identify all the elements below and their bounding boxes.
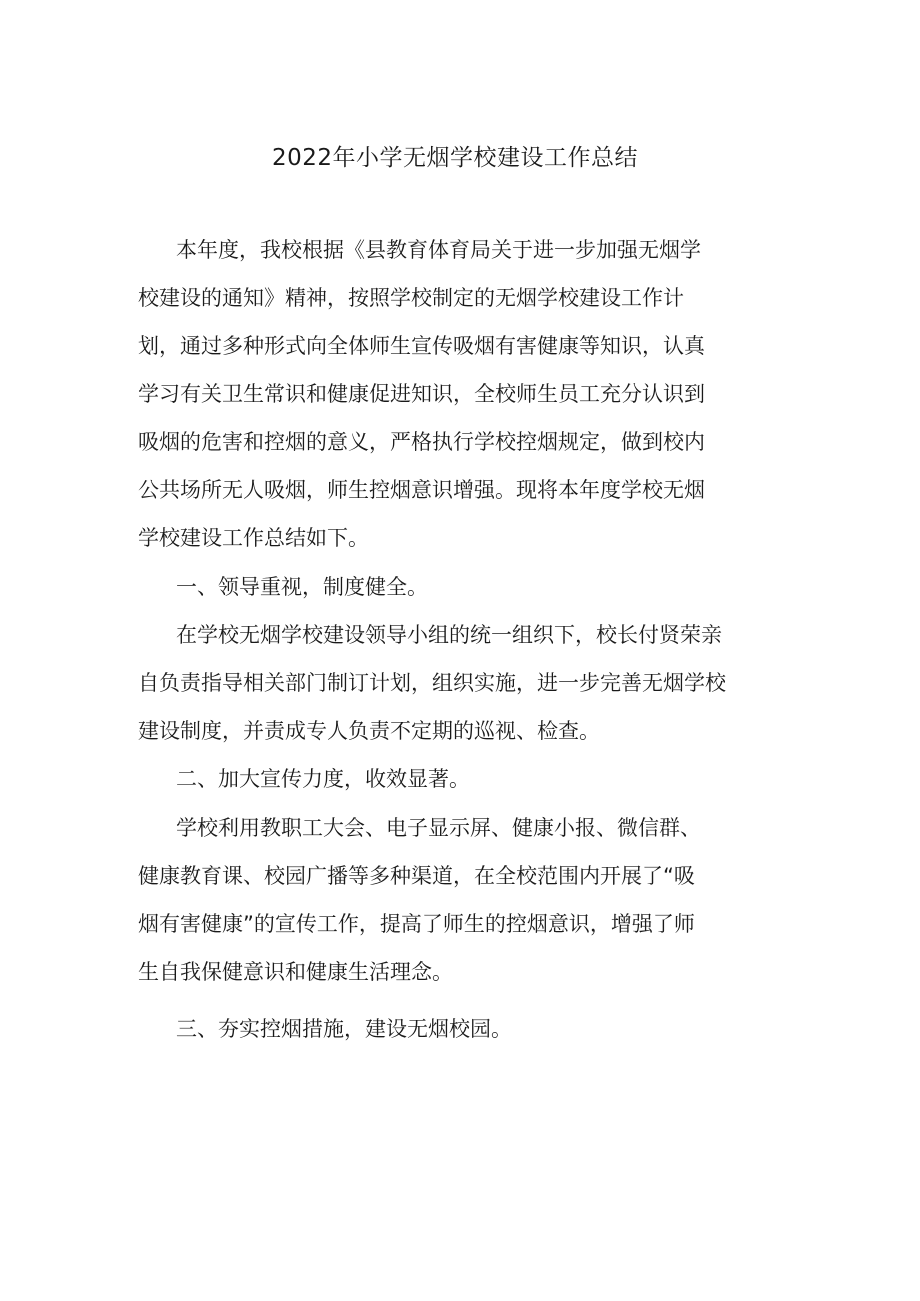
paragraph-line: 烟有害健康”的宣传工作，提高了师生的控烟意识，增强了师 — [138, 912, 695, 936]
section-heading: 一、领导重视，制度健全。 — [176, 575, 428, 599]
paragraph-line: 学校利用教职工大会、电子显示屏、健康小报、微信群、 — [176, 816, 701, 840]
section-heading: 三、夯实控烟措施，建设无烟校园。 — [176, 1017, 512, 1041]
paragraph-line: 学校建设工作总结如下。 — [138, 526, 369, 550]
document-title: 2022年小学无烟学校建设工作总结 — [271, 145, 639, 171]
paragraph-line: 健康教育课、校园广播等多种渠道，在全校范围内开展了“吸 — [138, 864, 695, 888]
paragraph-line: 划，通过多种形式向全体师生宣传吸烟有害健康等知识，认真 — [138, 334, 705, 358]
paragraph-line: 建设制度，并责成专人负责不定期的巡视、检查。 — [138, 719, 600, 743]
paragraph-line: 吸烟的危害和控烟的意义，严格执行学校控烟规定，做到校内 — [138, 430, 705, 454]
paragraph-line: 自负责指导相关部门制订计划，组织实施，进一步完善无烟学校 — [138, 671, 726, 695]
section-heading: 二、加大宣传力度，收效显著。 — [176, 767, 470, 791]
paragraph-line: 在学校无烟学校建设领导小组的统一组织下，校长付贤荣亲 — [176, 623, 722, 647]
paragraph-line: 公共场所无人吸烟，师生控烟意识增强。现将本年度学校无烟 — [138, 478, 705, 502]
paragraph-line: 校建设的通知》精神，按照学校制定的无烟学校建设工作计 — [138, 286, 684, 310]
paragraph-line: 学习有关卫生常识和健康促进知识，全校师生员工充分认识到 — [138, 382, 705, 406]
paragraph-line: 本年度，我校根据《县教育体育局关于进一步加强无烟学 — [176, 238, 701, 262]
paragraph-line: 生自我保健意识和健康生活理念。 — [138, 960, 453, 984]
